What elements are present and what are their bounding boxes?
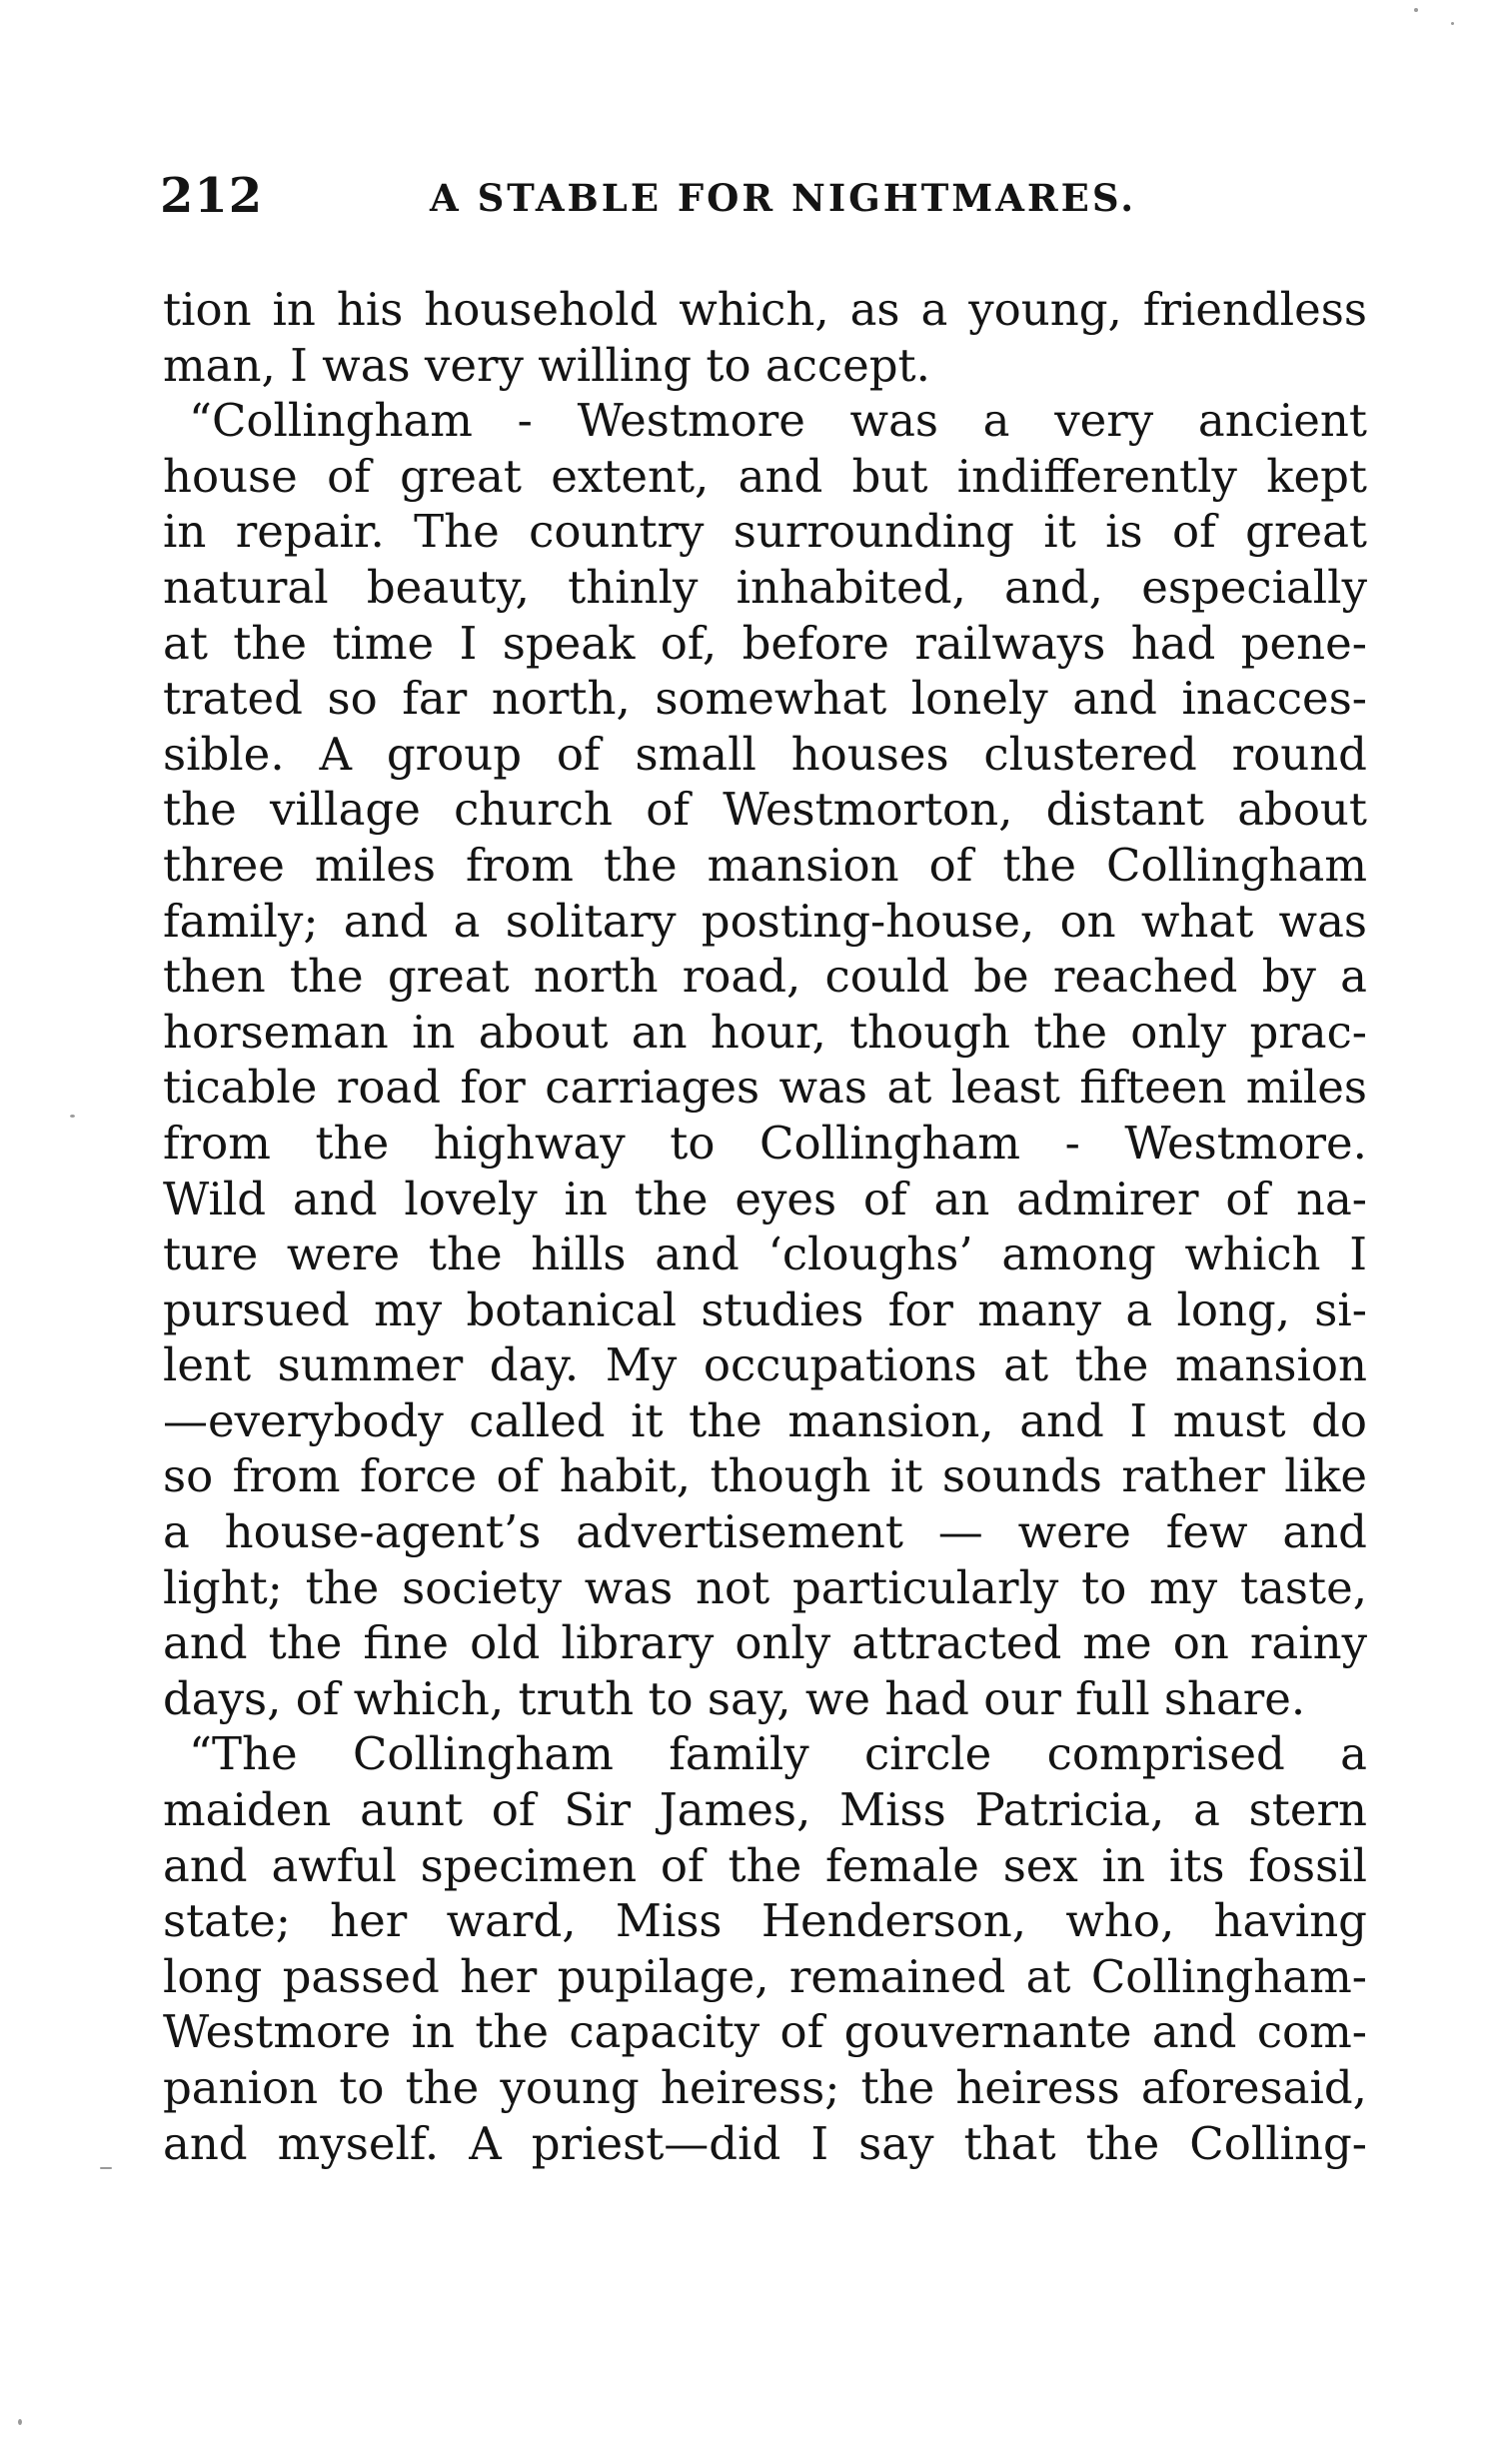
text-line: Westmore in the capacity of gouvernante and com-: [163, 2005, 1367, 2059]
text-line: lent summer day. My occupations at the mansion: [163, 1338, 1367, 1392]
text-line: from the highway to Collingham - Westmore.: [163, 1116, 1367, 1170]
text-line: “Collingham - Westmore was a very ancient: [189, 394, 1367, 448]
text-line: Wild and lovely in the eyes of an admirer of na-: [163, 1172, 1367, 1226]
text-line: trated so far north, somewhat lonely and inacces-: [163, 672, 1367, 726]
text-line: horseman in about an hour, though the only prac-: [163, 1005, 1367, 1059]
text-line: family; and a solitary posting-house, on what was: [163, 894, 1367, 948]
running-head: [160, 168, 1379, 238]
paper-speck: [18, 2419, 22, 2425]
text-line: then the great north road, could be reached by a: [163, 950, 1367, 1004]
paper-speck: [70, 1115, 75, 1118]
text-line: three miles from the mansion of the Collingham: [163, 838, 1367, 892]
text-line: so from force of habit, though it sounds rather like: [163, 1449, 1367, 1503]
paper-speck: [1451, 22, 1454, 25]
text-line: and myself. A priest—did I say that the Colling-: [163, 2116, 1367, 2170]
text-line: maiden aunt of Sir James, Miss Patricia, a stern: [163, 1783, 1367, 1837]
text-line: ticable road for carriages was at least fifteen miles: [163, 1061, 1367, 1115]
text-line: days, of which, truth to say, we had our full share.: [163, 1671, 1306, 1725]
running-title: A STABLE FOR NIGHTMARES.: [430, 176, 1137, 220]
text-line: state; her ward, Miss Henderson, who, having: [163, 1894, 1367, 1948]
page-number: 212: [160, 168, 264, 224]
text-line: light; the society was not particularly to my taste,: [163, 1560, 1367, 1614]
text-line: tion in his household which, as a young, friendless: [163, 283, 1367, 336]
text-line: and the fine old library only attracted me on rainy: [163, 1616, 1367, 1670]
text-line: at the time I speak of, before railways had pene-: [163, 616, 1367, 670]
paper-speck: [1414, 8, 1418, 12]
paper-speck: [100, 2167, 112, 2169]
text-line: long passed her pupilage, remained at Collingham-: [163, 1949, 1367, 2003]
text-line: house of great extent, and but indifferently kept: [163, 449, 1367, 503]
text-line: in repair. The country surrounding it is of great: [163, 505, 1367, 559]
text-line: —everybody called it the mansion, and I must do: [163, 1393, 1367, 1447]
body-text: [163, 282, 1367, 2171]
text-line: ture were the hills and ‘cloughs’ among which I: [163, 1227, 1367, 1281]
text-line: and awful specimen of the female sex in its fossil: [163, 1838, 1367, 1892]
text-line: pursued my botanical studies for many a long, si-: [163, 1282, 1367, 1336]
text-line: a house-agent’s advertisement — were few and: [163, 1505, 1367, 1559]
text-line: the village church of Westmorton, distant about: [163, 783, 1367, 837]
text-line: panion to the young heiress; the heiress aforesaid,: [163, 2061, 1367, 2114]
text-line: “The Collingham family circle comprised a: [189, 1727, 1367, 1781]
text-line: sible. A group of small houses clustered round: [163, 727, 1367, 781]
text-line: natural beauty, thinly inhabited, and, especially: [163, 560, 1367, 614]
text-line: man, I was very willing to accept.: [163, 338, 930, 392]
